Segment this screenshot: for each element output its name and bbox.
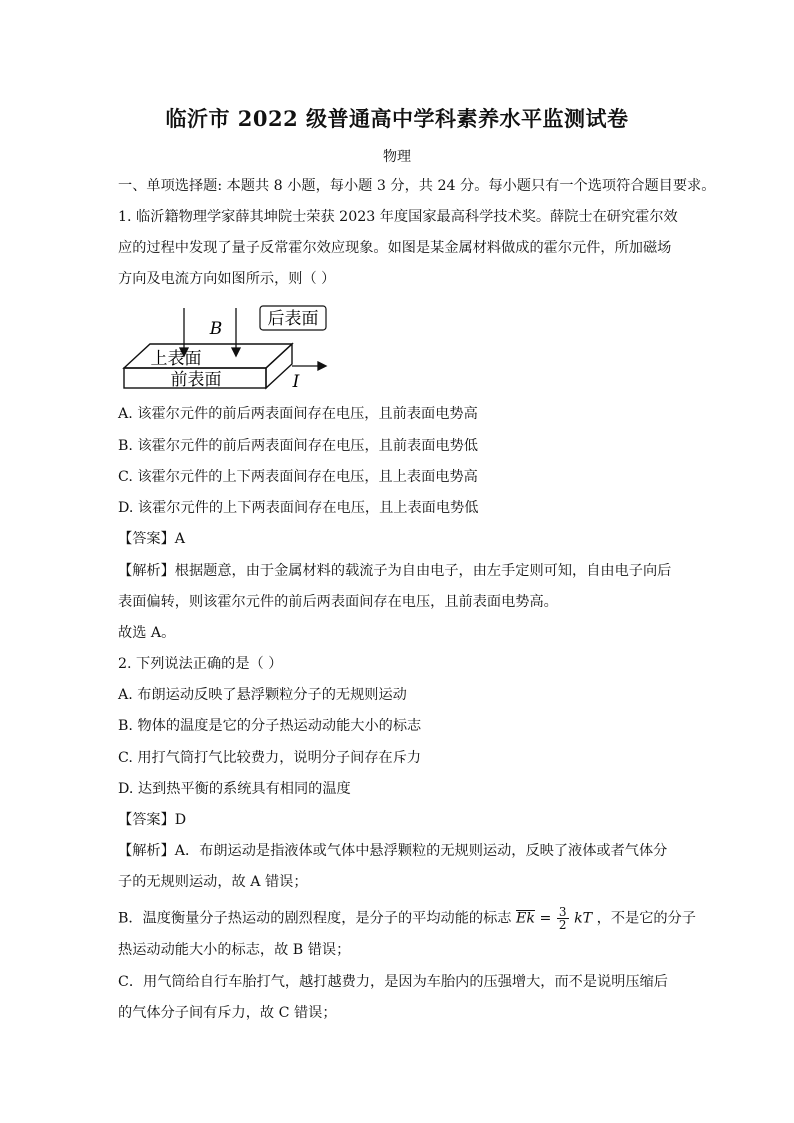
q1-option-c: C. 该霍尔元件的上下两表面间存在电压，且上表面电势高 xyxy=(118,469,478,485)
q1-stem-line: 1. 临沂籍物理学家薛其坤院士荣获 2023 年度国家最高科学技术奖。薛院士在研究霍尔效 xyxy=(118,209,678,225)
current-arrow xyxy=(292,362,326,370)
equals-sign: = xyxy=(539,910,552,927)
q1-conclusion: 故选 A。 xyxy=(118,625,176,641)
fraction-three-halves xyxy=(557,906,569,931)
q1-analysis-line: 表面偏转，则该霍尔元件的前后两表面间存在电压，且前表面电势高。 xyxy=(118,594,558,610)
q2-option-d: D. 达到热平衡的系统具有相同的温度 xyxy=(118,781,351,797)
q2-analysis-b-line xyxy=(118,906,696,931)
q2-analysis-line: C．用气筒给自行车胎打气，越打越费力，是因为车胎内的压强增大，而不是说明压缩后 xyxy=(118,974,668,990)
q2-option-a: A. 布朗运动反映了悬浮颗粒分子的无规则运动 xyxy=(118,687,407,703)
q1-option-d: D. 该霍尔元件的上下两表面间存在电压，且上表面电势低 xyxy=(118,500,479,516)
label-B: B xyxy=(209,319,223,339)
q2-option-b: B. 物体的温度是它的分子热运动动能大小的标志 xyxy=(118,718,422,734)
analysis-b-tail: ，不是它的分子 xyxy=(596,910,696,927)
label-front-face: 前表面 xyxy=(170,370,222,390)
q1-option-b: B. 该霍尔元件的前后两表面间存在电压，且前表面电势低 xyxy=(118,438,478,454)
label-top-face: 上表面 xyxy=(150,349,202,369)
q2-option-c: C. 用打气筒打气比较费力，说明分子间存在斥力 xyxy=(118,750,422,766)
page-title: 临沂市 2022 级普通高中学科素养水平监测试卷 xyxy=(165,106,629,131)
q1-answer: 【答案】A xyxy=(118,531,185,547)
kT-symbol: kT xyxy=(574,910,593,927)
average-kinetic-energy-symbol: $\overline{Ek}$ xyxy=(516,910,535,927)
section-heading: 一、单项选择题: 本题共 8 小题，每小题 3 分，共 24 分。每小题只有一个选项符合题目要求。 xyxy=(118,178,716,194)
q1-option-a: A. 该霍尔元件的前后两表面间存在电压，且前表面电势高 xyxy=(118,406,478,422)
subject-label: 物理 xyxy=(383,149,411,165)
q1-stem-line: 方向及电流方向如图所示，则（ ） xyxy=(118,271,336,287)
q2-analysis-line: 的气体分子间有斥力，故 C 错误； xyxy=(118,1005,337,1021)
q1-stem-line: 应的过程中发现了量子反常霍尔效应现象。如图是某金属材料做成的霍尔元件，所加磁场 xyxy=(118,240,672,256)
q2-analysis-line: 热运动动能大小的标志，故 B 错误； xyxy=(118,942,351,958)
q2-analysis-line: 子的无规则运动，故 A 错误； xyxy=(118,874,308,890)
fraction-denominator: 2 xyxy=(558,918,567,932)
label-I: I xyxy=(292,372,300,392)
hall-element-figure xyxy=(120,302,350,396)
q2-analysis-line: 【解析】A．布朗运动是指液体或气体中悬浮颗粒的无规则运动，反映了液体或者气体分 xyxy=(118,843,668,859)
q1-analysis-line: 【解析】根据题意，由于金属材料的载流子为自由电子，由左手定则可知，自由电子向后 xyxy=(118,563,672,579)
q2-answer: 【答案】D xyxy=(118,812,187,828)
fraction-numerator: 3 xyxy=(558,905,567,919)
label-back-face: 后表面 xyxy=(267,309,319,329)
analysis-b-text: B．温度衡量分子热运动的剧烈程度，是分子的平均动能的标志 xyxy=(118,910,512,927)
q2-stem: 2. 下列说法正确的是（ ） xyxy=(118,656,283,672)
